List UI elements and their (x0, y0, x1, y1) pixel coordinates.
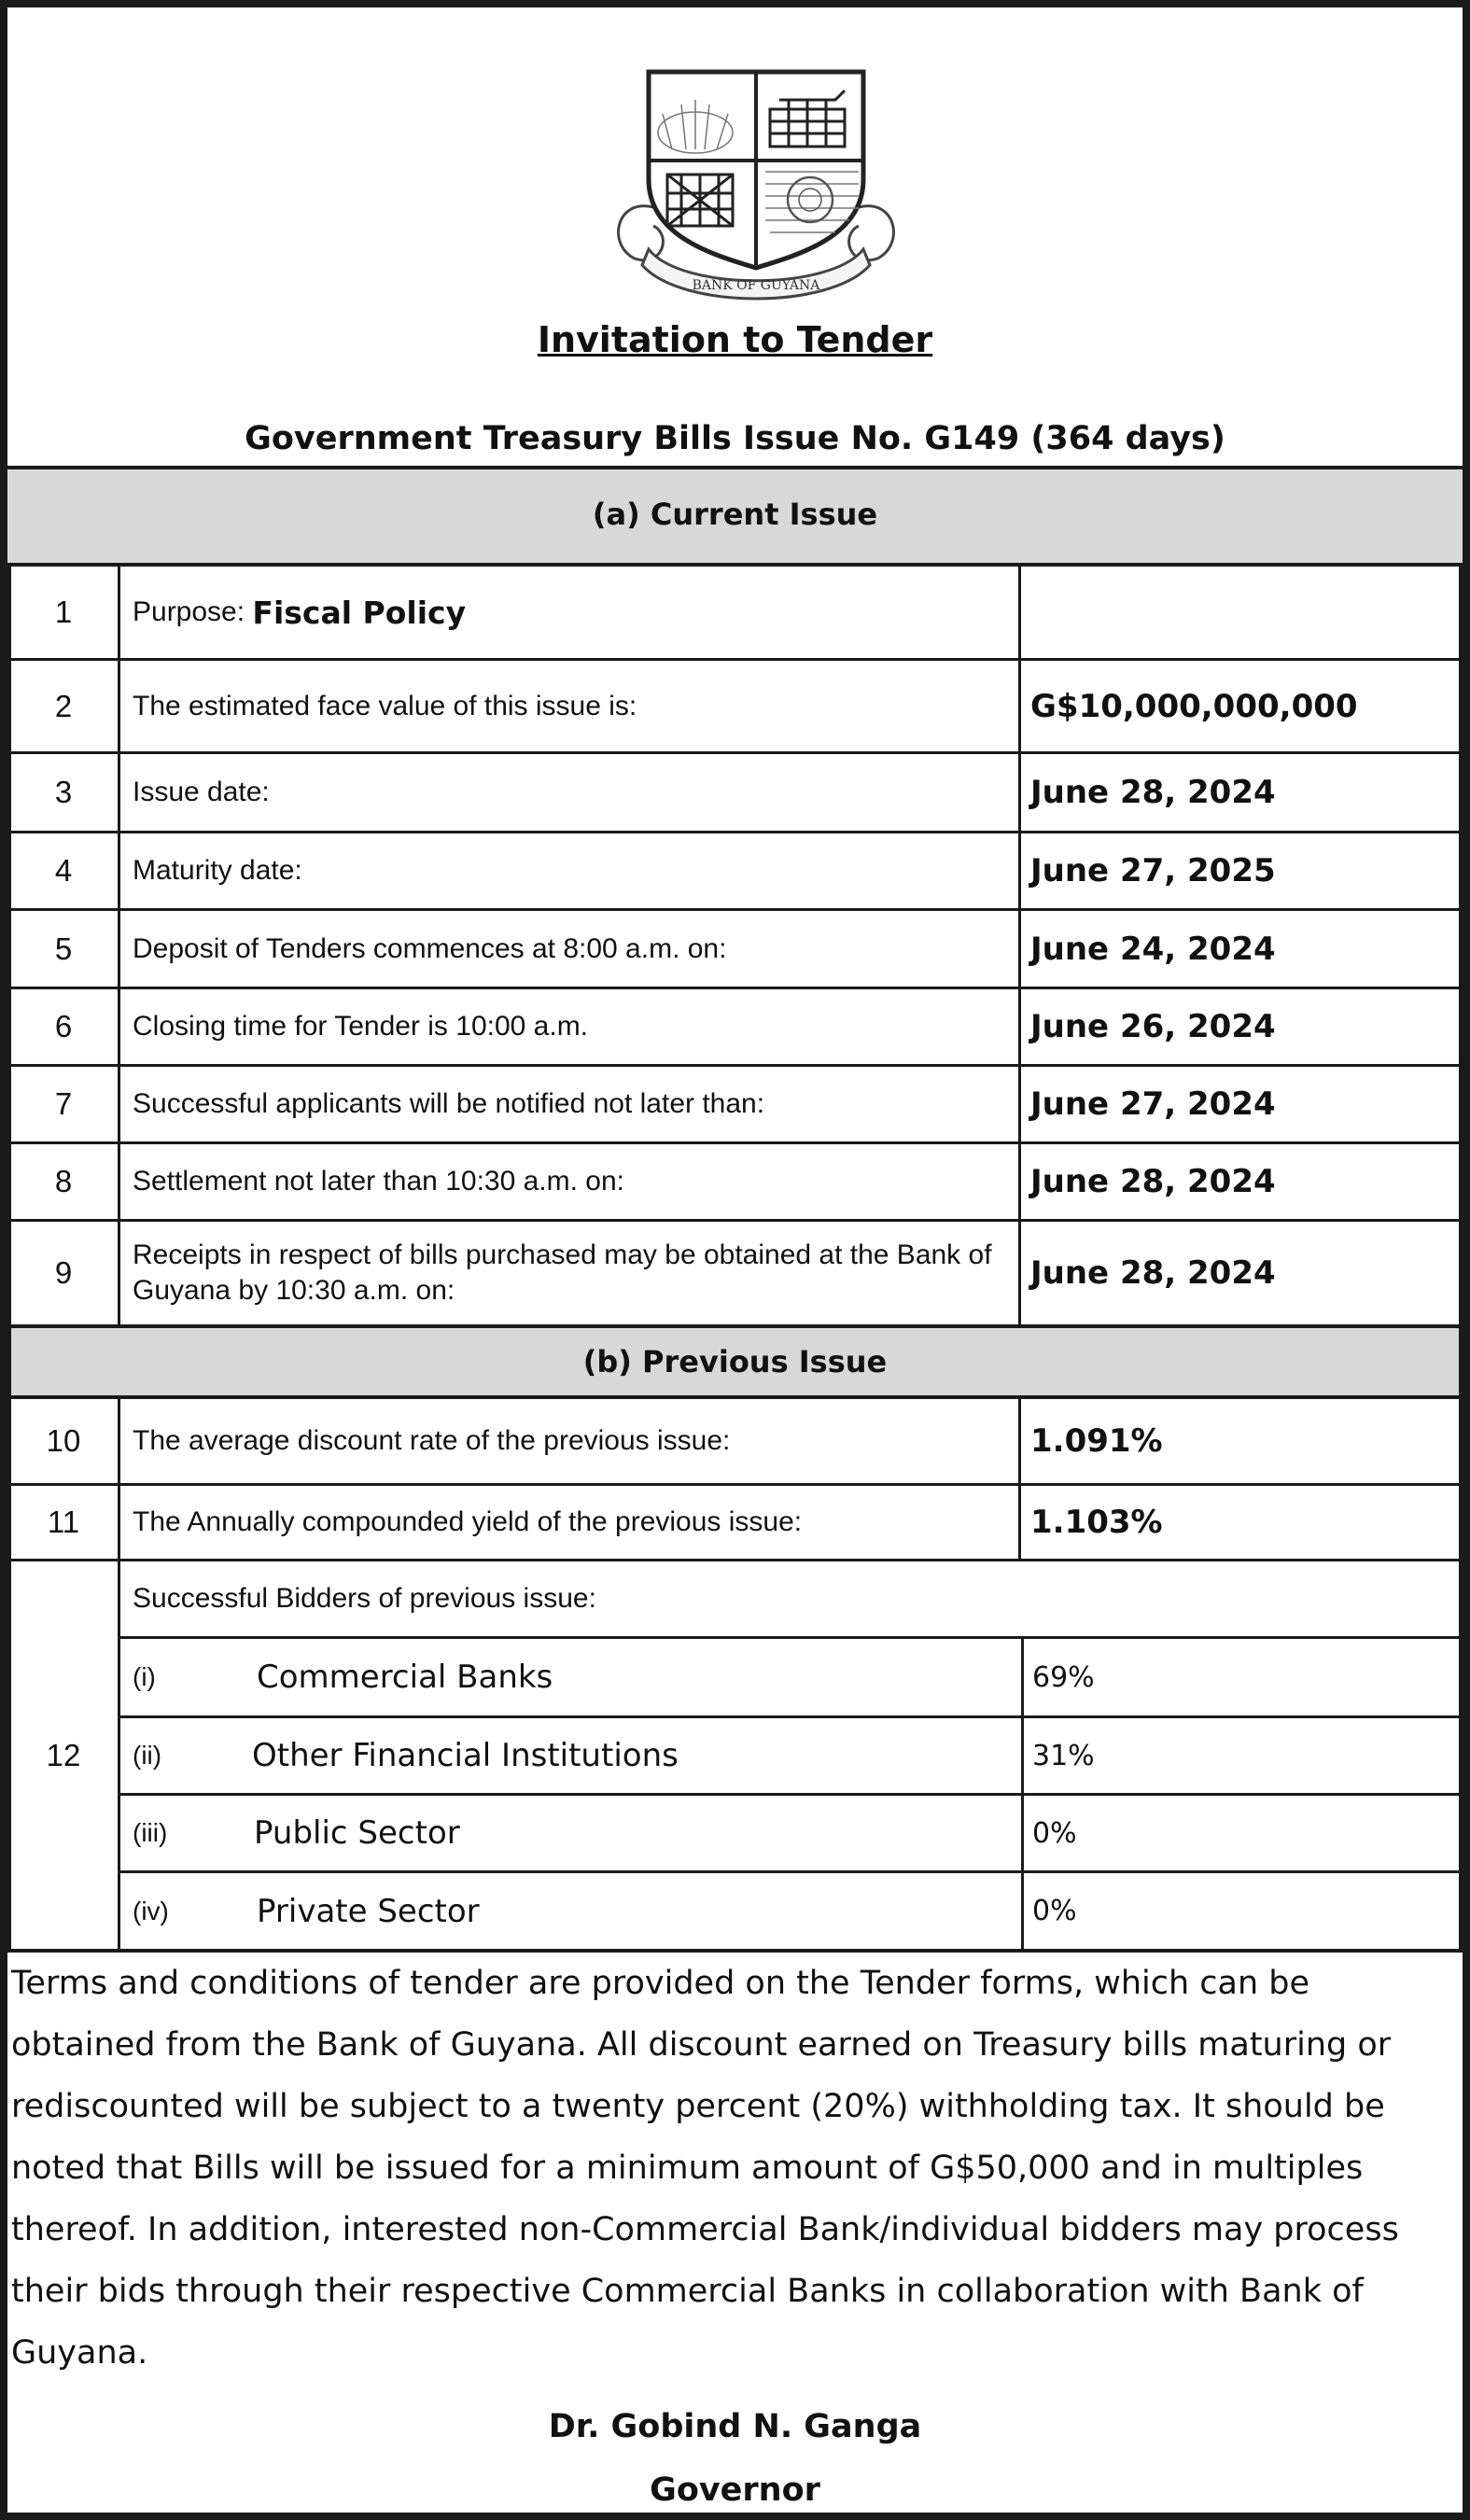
row-number: 2 (54, 688, 73, 723)
row-description: Successful applicants will be notified not later than: (133, 1088, 765, 1119)
row-description: Deposit of Tenders commences at 8:00 a.m. on: (133, 932, 727, 964)
terms-paragraph: Terms and conditions of tender are provided on the Tender forms, which can be obtained from the Bank of Guyana. All discount earned on Treasury bills maturing or rediscounted will be subject to a twenty percent (20%) withholding tax. It should be noted that Bills will be issued for a minimum amount of G$50,000 and in multiples thereof. In addition, interested non-Commercial Bank/individual bidders may process their bids through their respective Commercial Banks in collaboration with Bank of Guyana. (11, 1965, 1399, 2372)
average-discount-rate: 1.091% (1030, 1422, 1163, 1460)
purpose-value: Fiscal Policy (252, 594, 467, 631)
rule (118, 563, 120, 1324)
notification-date: June 27, 2024 (1030, 1085, 1276, 1123)
page-title: Invitation to Tender (537, 319, 933, 360)
bank-of-guyana-crest (597, 58, 915, 329)
current-issue-heading: (a) Current Issue (7, 467, 1463, 563)
bidder-index: (i) (133, 1662, 156, 1691)
row-description: Issue date: (133, 777, 270, 807)
closing-date: June 26, 2024 (1030, 1008, 1276, 1045)
row-number: 12 (46, 1737, 81, 1772)
row-description: Receipts in respect of bills purchased may be obtained at the Bank of Guyana by 10:30 a.m. on: (133, 1239, 992, 1306)
row-number: 8 (54, 1164, 73, 1198)
row-description: Closing time for Tender is 10:00 a.m. (133, 1011, 589, 1042)
issue-subtitle: Government Treasury Bills Issue No. G149 (364 days) (245, 420, 1225, 457)
row-description: Settlement not later than 10:30 a.m. on: (133, 1166, 624, 1197)
rule (118, 1395, 120, 1949)
row-description: Maturity date: (133, 855, 302, 886)
row-number: 5 (54, 931, 73, 966)
row-number: 6 (54, 1009, 73, 1043)
maturity-date: June 27, 2025 (1030, 852, 1276, 889)
row-description: The estimated face value of this issue is: (133, 690, 637, 721)
row-number: 4 (54, 853, 73, 888)
rule (1459, 563, 1463, 1949)
row-number: 3 (54, 775, 73, 809)
rule (1018, 1395, 1021, 1561)
row-number: 9 (54, 1255, 73, 1290)
bidder-share: 0% (1032, 1816, 1077, 1850)
bidder-index: (iv) (133, 1896, 169, 1925)
compounded-yield: 1.103% (1030, 1504, 1163, 1541)
rule (7, 1324, 1463, 1328)
settlement-date: June 28, 2024 (1030, 1163, 1276, 1200)
signatory-name: Dr. Gobind N. Ganga (548, 2408, 922, 2445)
row-value (1021, 567, 1460, 658)
row-number: 1 (54, 595, 73, 629)
row-description: The average discount rate of the previous issue: (133, 1425, 731, 1456)
crest-motto: BANK OF GUYANA (692, 278, 820, 293)
rule (1018, 563, 1021, 1324)
rule (1021, 1636, 1024, 1949)
rule (7, 466, 1463, 469)
bidder-share: 0% (1032, 1895, 1077, 1927)
row-description: The Annually compounded yield of the previous issue: (133, 1506, 803, 1537)
bidder-category: Public Sector (254, 1814, 460, 1852)
bidder-category: Other Financial Institutions (252, 1737, 679, 1774)
bidder-share: 31% (1032, 1739, 1095, 1772)
receipts-date: June 28, 2024 (1030, 1254, 1276, 1292)
issue-date: June 28, 2024 (1030, 774, 1276, 811)
bidders-heading: Successful Bidders of previous issue: (133, 1583, 596, 1614)
previous-issue-heading: (b) Previous Issue (7, 1328, 1463, 1395)
face-value: G$10,000,000,000 (1030, 687, 1358, 725)
bidder-category: Private Sector (257, 1892, 480, 1930)
rule (7, 563, 11, 1949)
purpose-label: Purpose: (133, 596, 245, 627)
signatory-title: Governor (650, 2471, 820, 2509)
row-number: 11 (47, 1505, 80, 1539)
row-number: 7 (54, 1086, 73, 1121)
bidder-share: 69% (1032, 1660, 1095, 1694)
row-description (123, 567, 1017, 658)
row-number: 10 (46, 1423, 81, 1458)
bidder-index: (ii) (133, 1741, 162, 1770)
bidder-category: Commercial Banks (257, 1659, 553, 1696)
bidder-index: (iii) (133, 1818, 168, 1847)
deposit-date: June 24, 2024 (1030, 930, 1276, 968)
